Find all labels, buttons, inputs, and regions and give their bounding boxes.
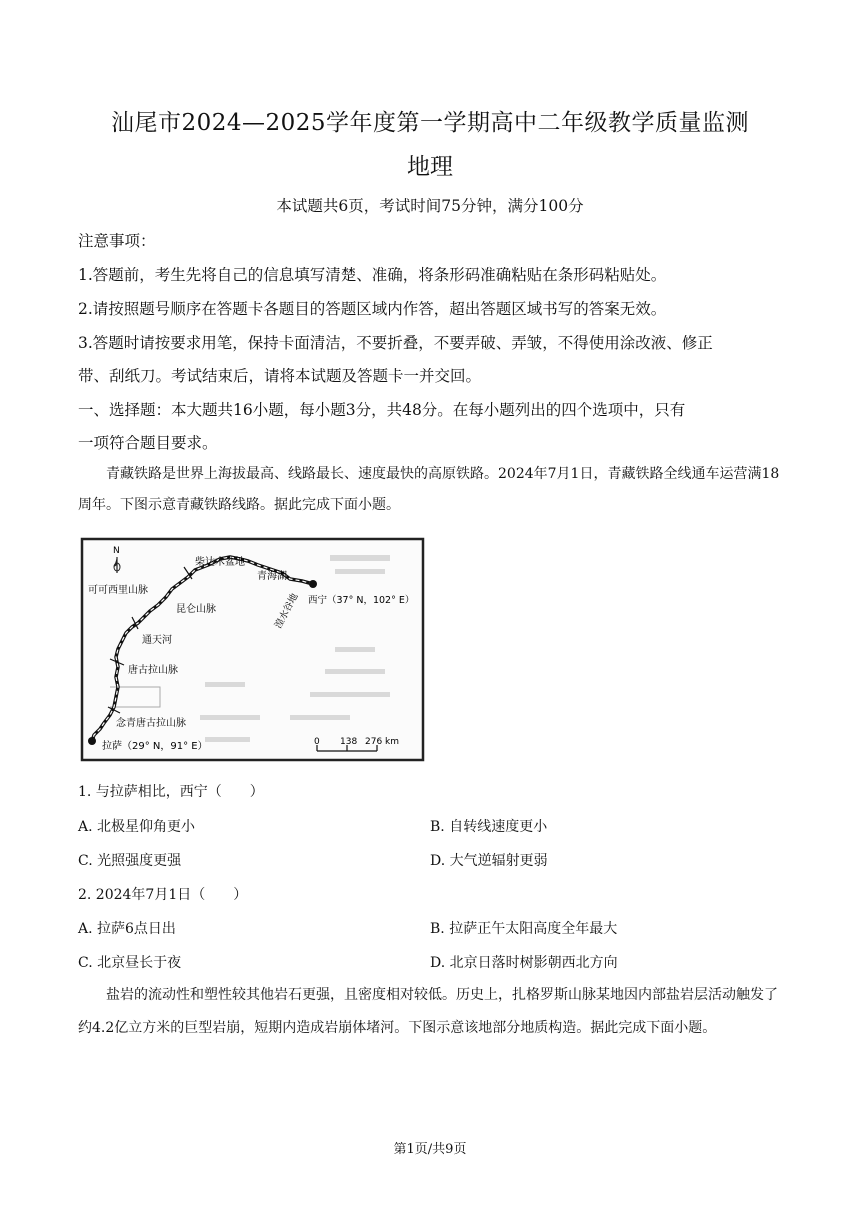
label-lhasa: 拉萨（29° N，91° E） bbox=[102, 741, 208, 752]
xining-marker bbox=[309, 580, 317, 588]
label-tanggula: 唐古拉山脉 bbox=[128, 665, 178, 676]
note-item: 2.请按照题号顺序在答题卡各题目的答题区域内作答，超出答题区域书写的答案无效。 bbox=[78, 300, 667, 318]
question-1-stem: 1. 与拉萨相比，西宁（ ） bbox=[78, 784, 264, 800]
label-kunlun: 昆仑山脉 bbox=[176, 604, 216, 615]
label-tongtian: 通天河 bbox=[142, 635, 172, 646]
note-item: 3.答题时请按要求用笔，保持卡面清洁，不要折叠，不要弄破、弄皱，不得使用涂改液、修正 bbox=[78, 334, 713, 352]
question-2-stem: 2. 2024年7月1日（ ） bbox=[78, 887, 248, 903]
section-heading-cont: 一项符合题目要求。 bbox=[78, 434, 218, 452]
label-huangshui: 湟水谷地 bbox=[272, 591, 301, 631]
exam-title: 汕尾市2024—2025学年度第一学期高中二年级教学质量监测 bbox=[110, 110, 750, 136]
label-nyainqentanglha: 念青唐古拉山脉 bbox=[116, 718, 186, 729]
note-item: 1.答题前，考生先将自己的信息填写清楚、准确，将条形码准确粘贴在条形码粘贴处。 bbox=[78, 266, 667, 284]
notes-heading: 注意事项： bbox=[78, 232, 156, 250]
page-footer: 第1页/共9页 bbox=[393, 1142, 467, 1157]
question-2-option-b: B. 拉萨正午太阳高度全年最大 bbox=[430, 921, 618, 937]
svg-text:0: 0 bbox=[314, 737, 320, 747]
question-1-option-b: B. 自转线速度更小 bbox=[430, 819, 548, 835]
north-label: N bbox=[113, 546, 120, 556]
question-1-option-d: D. 大气逆辐射更弱 bbox=[430, 853, 548, 869]
question-2-option-d: D. 北京日落时树影朝西北方向 bbox=[430, 955, 618, 971]
question-1-option-a: A. 北极星仰角更小 bbox=[78, 819, 196, 835]
question-2-option-c: C. 北京昼长于夜 bbox=[78, 955, 182, 971]
section-heading: 一、选择题：本大题共16小题，每小题3分，共48分。在每小题列出的四个选项中，只有 bbox=[78, 401, 686, 419]
svg-text:276 km: 276 km bbox=[365, 737, 400, 747]
label-hoh-xil: 可可西里山脉 bbox=[88, 585, 148, 596]
label-xining: 西宁（37° N，102° E） bbox=[308, 595, 415, 606]
passage-qinghai-tibet: 青藏铁路是世界上海拔最高、线路最长、速度最快的高原铁路。2024年7月1日，青藏铁路全线通车运营满18周年。下图示意青藏铁路线路。据此完成下面小题。 bbox=[78, 466, 780, 513]
note-item: 带、刮纸刀。考试结束后，请将本试题及答题卡一并交回。 bbox=[78, 367, 482, 385]
question-1-option-c: C. 光照强度更强 bbox=[78, 853, 182, 869]
subject-title: 地理 bbox=[407, 154, 453, 180]
question-2-option-a: A. 拉萨6点日出 bbox=[78, 921, 176, 937]
label-qaidam: 柴达木盆地 bbox=[195, 557, 245, 568]
label-qinghai-lake: 青海湖 bbox=[257, 571, 287, 582]
exam-info: 本试题共6页，考试时间75分钟，满分100分 bbox=[276, 197, 584, 215]
svg-text:138: 138 bbox=[340, 737, 358, 747]
lhasa-marker bbox=[88, 737, 96, 745]
passage-salt-rock: 盐岩的流动性和塑性较其他岩石更强，且密度相对较低。历史上，扎格罗斯山脉某地因内部盐岩层活动触发了约4.2亿立方米的巨型岩崩，短期内造成岩崩体堵河。下图示意该地部分地质构造。据此完成下面小题。 bbox=[78, 987, 778, 1036]
railway-map bbox=[80, 537, 425, 762]
